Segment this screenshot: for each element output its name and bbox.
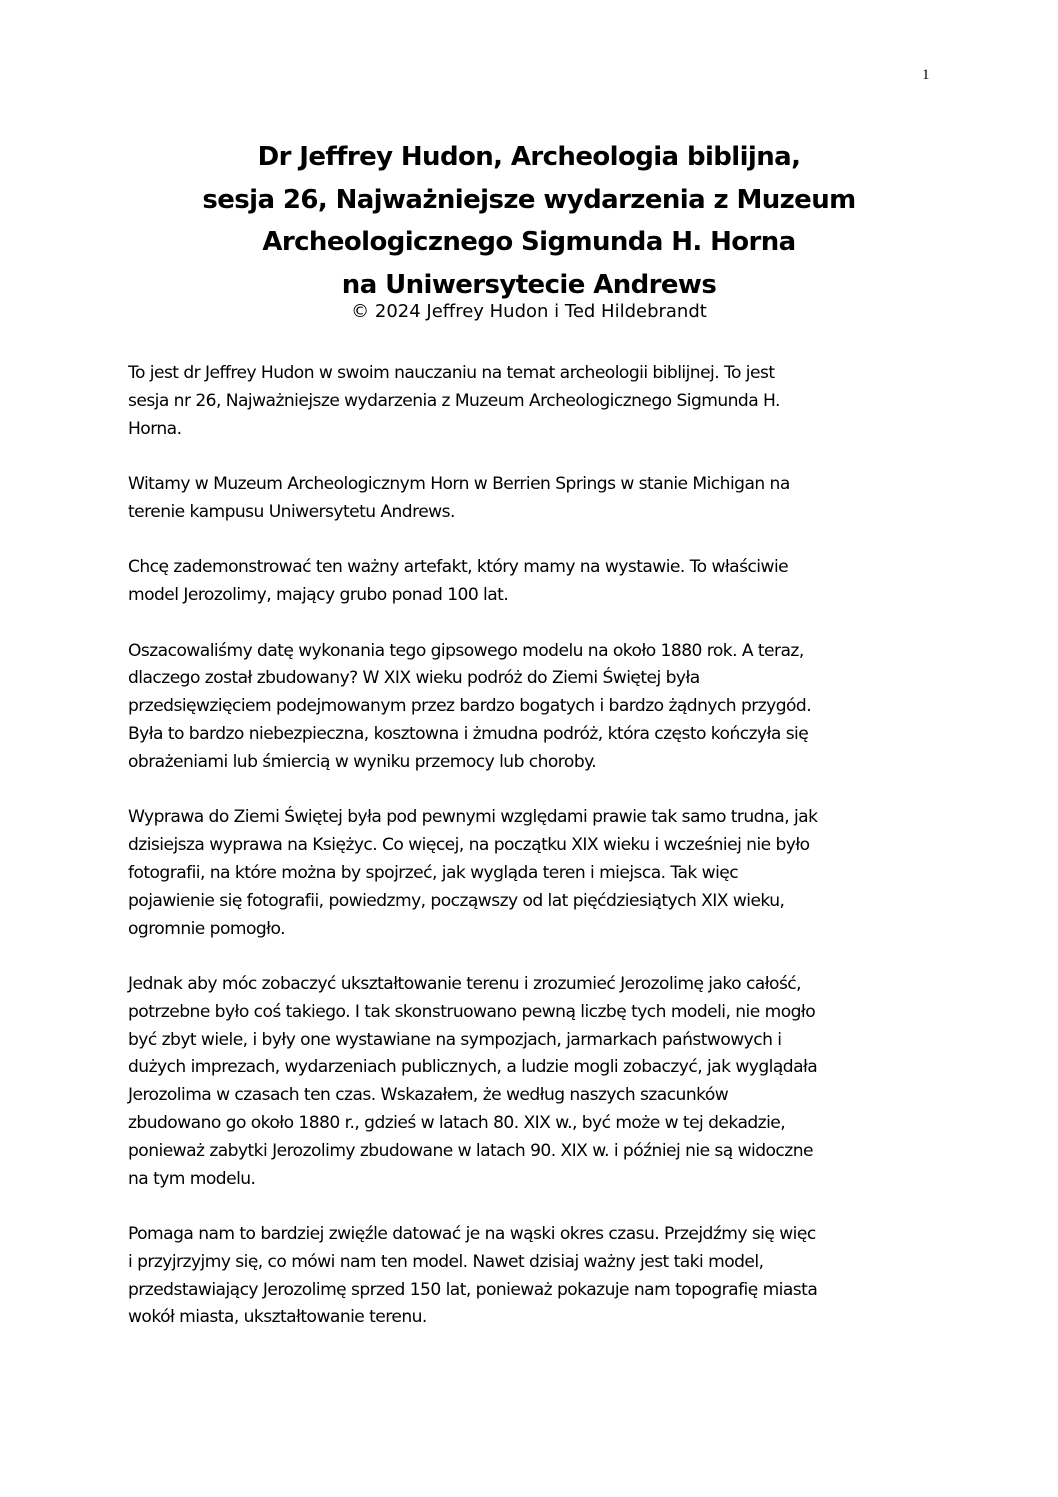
text-line: fotografii, na które można by spojrzeć, jak wygląda teren i miejsca. Tak więc — [128, 862, 739, 883]
title-line: na Uniwersytecie Andrews — [341, 269, 717, 300]
text-line: dzisiejsza wyprawa na Księżyc. Co więcej, na początku XIX wieku i wcześniej nie było — [128, 835, 810, 856]
paragraph-welcome — [128, 471, 940, 527]
text-line: potrzebne było coś takiego. I tak skonstruowano pewną liczbę tych modeli, nie mogło — [128, 1001, 816, 1022]
title-line: Dr Jeffrey Hudon, Archeologia biblijna, — [257, 142, 801, 172]
text-line: Jednak aby móc zobaczyć ukształtowanie terenu i zrozumieć Jerozolimę jako całość, — [128, 973, 802, 994]
paragraph-models — [128, 971, 940, 1193]
text-line: i przyjrzyjmy się, co mówi nam ten model. Nawet dzisiaj ważny jest taki model, — [128, 1251, 764, 1272]
document-body — [128, 360, 940, 1360]
text-line: Pomaga nam to bardziej zwięźle datować je na wąski okres czasu. Przejdźmy się więc — [128, 1224, 816, 1245]
text-line: dlaczego został zbudowany? W XIX wieku podróż do Ziemi Świętej była — [128, 668, 700, 689]
text-line: Oszacowaliśmy datę wykonania tego gipsowego modelu na około 1880 rok. A teraz, — [128, 640, 804, 661]
page-number: 1 — [922, 67, 930, 83]
text-line: ogromnie pomogło. — [128, 918, 285, 939]
text-line: Jerozolima w czasach ten czas. Wskazałem, że według naszych szacunków — [128, 1085, 729, 1106]
text-line: dużych imprezach, wydarzeniach publicznych, a ludzie mogli zobaczyć, jak wyglądała — [128, 1057, 818, 1078]
text-line: wokół miasta, ukształtowanie terenu. — [128, 1307, 427, 1328]
text-line: na tym modelu. — [128, 1168, 256, 1189]
text-line: To jest dr Jeffrey Hudon w swoim nauczaniu na temat archeologii biblijnej. To jest — [128, 363, 775, 383]
copyright-notice: © 2024 Jeffrey Hudon i Ted Hildebrandt — [351, 301, 707, 322]
text-line: pojawienie się fotografii, powiedzmy, począwszy od lat pięćdziesiątych XIX wieku, — [128, 890, 785, 911]
text-line: Była to bardzo niebezpieczna, kosztowna i żmudna podróż, która często kończyła się — [128, 724, 809, 745]
text-line: sesja nr 26, Najważniejsze wydarzenia z Muzeum Archeologicznego Sigmunda H. — [128, 390, 780, 411]
text-line: być zbyt wiele, i były one wystawiane na sympozjach, jarmarkach państwowych i — [128, 1029, 782, 1050]
text-line: terenie kampusu Uniwersytetu Andrews. — [128, 501, 455, 522]
paragraph-expedition — [128, 804, 940, 943]
text-line: model Jerozolimy, mający grubo ponad 100 lat. — [128, 585, 509, 606]
text-line: obrażeniami lub śmiercią w wyniku przemocy lub choroby. — [128, 751, 597, 772]
paragraph-dating — [128, 638, 940, 777]
text-line: Witamy w Muzeum Archeologicznym Horn w Berrien Springs w stanie Michigan na — [128, 474, 790, 495]
title-line: sesja 26, Najważniejsze wydarzenia z Muzeum — [202, 184, 856, 215]
text-line: Wyprawa do Ziemi Świętej była pod pewnymi względami prawie tak samo trudna, jak — [128, 807, 818, 828]
text-line: zbudowano go około 1880 r., gdzieś w latach 80. XIX w., być może w tej dekadzie, — [128, 1112, 786, 1133]
paragraph-artifact — [128, 554, 940, 610]
paragraph-topography — [128, 1221, 940, 1332]
text-line: przedstawiający Jerozolimę sprzed 150 lat, ponieważ pokazuje nam topografię miasta — [128, 1279, 818, 1300]
text-line: przedsięwzięciem podejmowanym przez bardzo bogatych i bardzo żądnych przygód. — [128, 696, 812, 717]
text-line: Horna. — [128, 418, 182, 439]
title-line: Archeologicznego Sigmunda H. Horna — [262, 227, 796, 257]
paragraph-intro — [128, 360, 940, 443]
document-header — [0, 136, 1058, 324]
text-line: ponieważ zabytki Jerozolimy zbudowane w latach 90. XIX w. i później nie są widoczne — [128, 1140, 813, 1161]
text-line: Chcę zademonstrować ten ważny artefakt, który mamy na wystawie. To właściwie — [128, 557, 789, 578]
